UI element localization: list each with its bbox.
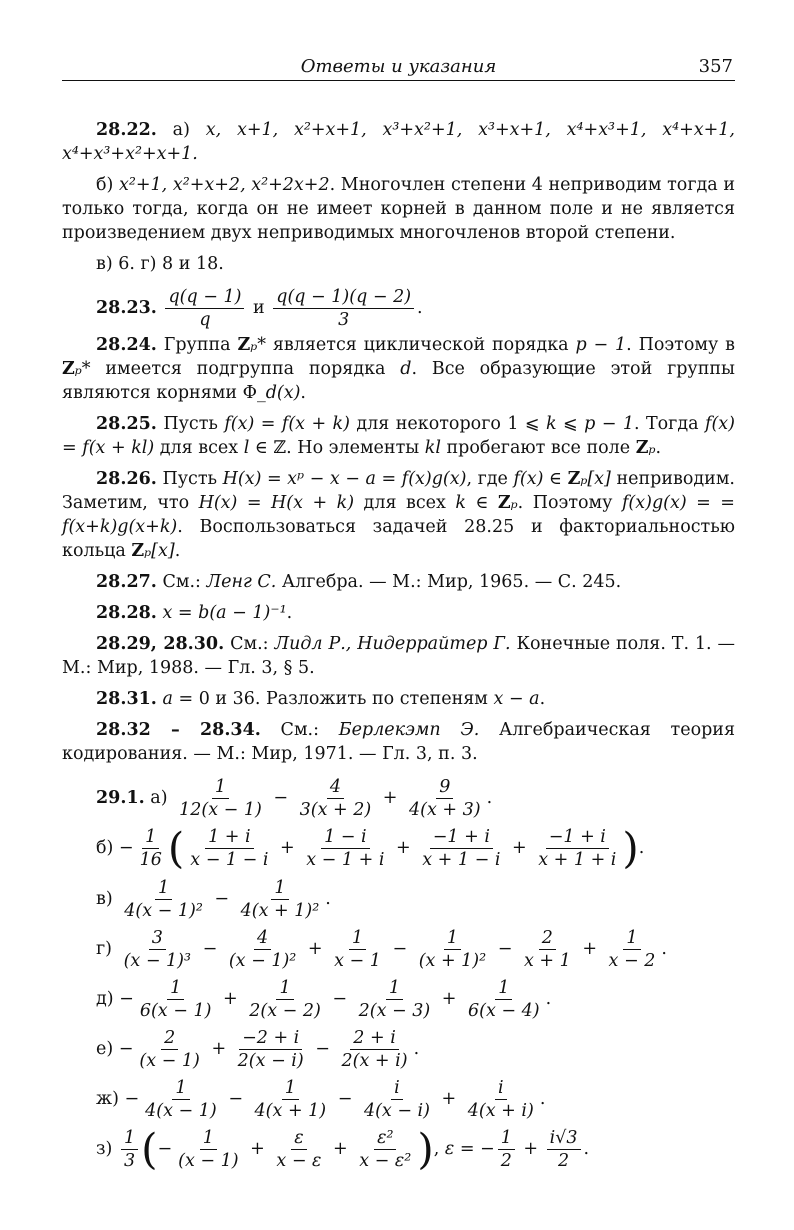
- problem-number: 28.25.: [96, 414, 157, 434]
- text: +: [435, 1088, 462, 1109]
- denominator: 4(x − i): [363, 1100, 430, 1121]
- answer-paragraph: [62, 632, 735, 680]
- fraction: [498, 1127, 515, 1172]
- denominator: 4(x − 1): [145, 1100, 217, 1121]
- text: −: [326, 988, 353, 1009]
- answer-paragraph: [62, 467, 735, 563]
- fraction: [137, 977, 215, 1022]
- big-parenthesis: ): [417, 1124, 434, 1173]
- math-expression: x, x+1, x²+x+1, x³+x²+1, x³+x+1, x⁴+x³+1, x⁴+x+1, x⁴+x³+x²+x+1.: [62, 120, 735, 164]
- numerator: 2: [161, 1027, 178, 1050]
- fraction: [416, 927, 489, 972]
- math-expression: k: [545, 414, 557, 434]
- text: +: [302, 938, 329, 959]
- text: +: [506, 838, 533, 858]
- problem-number: 29.1.: [96, 788, 145, 808]
- text: а): [156, 120, 206, 140]
- text: для некоторого 1 ⩽: [349, 414, 546, 434]
- numerator: 1: [498, 1127, 515, 1150]
- math-expression: p − 1: [575, 335, 627, 355]
- text: −: [386, 938, 413, 959]
- numerator: 2 + i: [350, 1027, 399, 1050]
- answer-paragraph: [62, 333, 735, 405]
- numerator: 1: [271, 877, 288, 900]
- answer-paragraph: [62, 773, 735, 823]
- denominator: 4(x + 3): [409, 800, 481, 820]
- numerator: 9: [436, 776, 453, 799]
- text: . Поэтому в: [626, 335, 736, 355]
- text: −: [267, 788, 294, 808]
- denominator: (x + 1)²: [418, 950, 487, 971]
- text: ⩽: [556, 414, 585, 434]
- fraction: [465, 977, 543, 1022]
- math-expression: l: [243, 438, 250, 458]
- text: ∈ ℤ. Но элементы: [249, 438, 425, 458]
- fraction: [187, 826, 271, 871]
- denominator: x + 1 + i: [538, 850, 617, 870]
- numerator: 1: [142, 826, 159, 849]
- text: См.:: [224, 634, 275, 654]
- text: +: [244, 1138, 271, 1159]
- text: . Многочлен степени 4 неприводим тогда и только тогда, когда он не имеет корней в данном поле и не является произведением двух неприводимых многочленов второй степени.: [62, 175, 735, 243]
- fraction: [252, 1077, 330, 1122]
- text: ∈: [543, 469, 568, 489]
- text: = 0 и 36. Разложить по степеням: [172, 689, 494, 709]
- text: ∈: [465, 493, 498, 513]
- header-title: Ответы и указания: [300, 56, 497, 77]
- text: имеется подгруппа порядка: [105, 359, 401, 379]
- math-expression: ₚ*: [74, 359, 106, 379]
- numerator: 1: [495, 977, 512, 1000]
- numerator: 1: [167, 977, 184, 1000]
- problem-number: 28.23.: [96, 298, 157, 318]
- text: з): [96, 1138, 118, 1159]
- numerator: 1: [349, 927, 366, 950]
- numerator: q(q − 1)(q − 2): [273, 286, 414, 309]
- math-expression: x²+1, x²+x+2, x²+2x+2: [118, 175, 330, 195]
- denominator: (x − 1)²: [228, 950, 297, 971]
- problem-number: 28.29, 28.30.: [96, 634, 225, 654]
- text: . Поэтому: [517, 493, 622, 513]
- fraction: [121, 1127, 138, 1172]
- denominator: x + 1: [523, 950, 571, 971]
- denominator: x − ε: [276, 1150, 322, 1171]
- text: .: [539, 689, 546, 709]
- math-expression: ε: [444, 1138, 455, 1159]
- fraction: [356, 1127, 414, 1172]
- math-expression: ₚ: [648, 438, 656, 458]
- answer-paragraph: [62, 412, 735, 460]
- text: +: [576, 938, 603, 959]
- problem-number: Z: [131, 541, 145, 561]
- fraction: [521, 927, 574, 972]
- text: .: [638, 838, 645, 858]
- fraction: [273, 1127, 324, 1172]
- text: Группа: [156, 335, 238, 355]
- big-parenthesis: (: [167, 823, 185, 873]
- text: +: [327, 1138, 354, 1159]
- math-expression: ₚ: [510, 493, 518, 513]
- numerator: 1: [444, 927, 461, 950]
- answer-paragraph: [62, 283, 735, 333]
- running-header: [62, 52, 735, 81]
- math-expression: _d(x): [256, 383, 301, 403]
- text: Алгебраическая теория кодирования. — М.: Мир, 1971. — Гл. 3, п. 3.: [62, 720, 736, 764]
- math-expression: ₚ[x]: [144, 541, 175, 561]
- numerator: 1: [212, 776, 229, 799]
- numerator: 1: [200, 1127, 217, 1150]
- answer-paragraph: [62, 874, 735, 924]
- page-number: 357: [698, 56, 733, 77]
- text: в): [96, 888, 119, 909]
- text: для всех: [154, 438, 244, 458]
- denominator: 3(x + 2): [299, 800, 372, 820]
- problem-number: Z: [62, 359, 75, 379]
- math-expression: ₚ*: [250, 335, 273, 355]
- numerator: 1: [386, 977, 403, 1000]
- big-parenthesis: (: [141, 1124, 158, 1173]
- denominator: q: [199, 310, 211, 330]
- text: .: [661, 938, 667, 959]
- problem-number: 28.26.: [96, 469, 157, 489]
- text: б) −: [96, 838, 134, 858]
- numerator: 3: [149, 927, 166, 950]
- denominator: (x − 1): [139, 1050, 200, 1071]
- answer-paragraph: [62, 601, 735, 625]
- text: .: [325, 888, 331, 909]
- math-expression: H(x) = H(x + k): [198, 493, 355, 513]
- text: −: [332, 1088, 358, 1109]
- page-body: [62, 118, 735, 1174]
- text: д) −: [96, 988, 134, 1009]
- text: +: [217, 988, 244, 1009]
- math-expression: f(x) = f(x + k): [224, 414, 350, 434]
- numerator: 1: [121, 1127, 138, 1150]
- denominator: 3: [123, 1150, 136, 1171]
- denominator: (x − 1)³: [123, 950, 192, 971]
- denominator: x − 1 + i: [306, 850, 385, 870]
- fraction: [175, 1127, 241, 1172]
- text: .: [413, 1038, 420, 1059]
- numerator: 1: [282, 1077, 299, 1100]
- problem-number: Z: [567, 469, 581, 489]
- fraction: [331, 927, 384, 972]
- denominator: 4(x + i): [467, 1100, 534, 1121]
- text: −: [197, 938, 223, 959]
- text: в) 6. г) 8 и 18.: [96, 254, 224, 274]
- text: Пусть: [156, 414, 225, 434]
- math-expression: x − a: [493, 689, 540, 709]
- math-expression: p − 1: [584, 414, 634, 434]
- fraction: [238, 877, 323, 922]
- denominator: 6(x − 1): [139, 1000, 212, 1021]
- text: .: [655, 438, 662, 458]
- fraction: [361, 1077, 433, 1122]
- fraction: [406, 776, 484, 821]
- text: +: [436, 988, 463, 1009]
- text: ,: [433, 1138, 445, 1159]
- denominator: 2(x − i): [237, 1050, 304, 1071]
- denominator: 3: [338, 310, 350, 330]
- text: +: [205, 1038, 232, 1059]
- text: . Воспользоваться задачей 28.25 и факториальностью кольца: [62, 517, 735, 561]
- text: а): [144, 788, 174, 808]
- fraction: [137, 826, 165, 871]
- numerator: 4: [254, 927, 271, 950]
- denominator: (x − 1): [178, 1150, 239, 1171]
- answer-paragraph: [62, 924, 735, 974]
- fraction: [176, 776, 265, 821]
- math-expression: f(x) = f(x + kl): [62, 414, 735, 458]
- numerator: 2: [539, 927, 556, 950]
- text: −: [492, 938, 518, 959]
- fraction: [226, 927, 299, 972]
- big-parenthesis: ): [622, 823, 639, 873]
- denominator: x + 1 − i: [422, 850, 501, 870]
- denominator: 16: [139, 850, 162, 870]
- denominator: 2(x − 2): [249, 1000, 321, 1021]
- problem-number: Z: [635, 438, 649, 458]
- text: −: [157, 1138, 173, 1159]
- math-expression: f(x)g(x) = = f(x+k)g(x+k): [62, 493, 735, 537]
- fraction: [535, 826, 619, 871]
- denominator: x − 1 − i: [190, 850, 269, 870]
- text: Алгебра. — М.: Мир, 1965. — С. 245.: [276, 572, 622, 592]
- text: является циклической порядка: [272, 335, 576, 355]
- numerator: q(q − 1): [165, 286, 244, 309]
- math-expression: k: [455, 493, 466, 513]
- answer-paragraph: [62, 1074, 735, 1124]
- denominator: 2(x + i): [341, 1050, 408, 1071]
- answer-paragraph: [62, 687, 735, 711]
- fraction: [121, 927, 194, 972]
- text: [157, 298, 163, 318]
- numerator: −1 + i: [546, 826, 609, 849]
- text: Конечные поля. Т. 1. — М.: Мир, 1988. — Гл. 3, § 5.: [62, 634, 736, 678]
- numerator: 1: [276, 977, 293, 1000]
- numerator: 4: [327, 776, 344, 799]
- math-expression: H(x) = xᵖ − x − a = f(x)g(x): [222, 469, 467, 489]
- text: = −: [454, 1138, 495, 1159]
- answer-paragraph: [62, 718, 735, 766]
- denominator: x − 2: [608, 950, 656, 971]
- answer-paragraph: [62, 974, 735, 1024]
- text: −: [222, 1088, 249, 1109]
- text: .: [583, 1138, 590, 1159]
- answer-paragraph: [62, 570, 735, 594]
- numerator: 1: [172, 1077, 189, 1100]
- fraction: [339, 1027, 411, 1072]
- denominator: x − ε²: [359, 1150, 412, 1171]
- text: г): [96, 938, 118, 959]
- math-expression: x = b(a − 1)⁻¹: [162, 603, 287, 623]
- fraction: [303, 826, 387, 871]
- numerator: 1: [155, 877, 172, 900]
- denominator: 2: [558, 1150, 570, 1171]
- denominator: x − 1: [334, 950, 381, 971]
- denominator: 4(x + 1): [254, 1100, 327, 1121]
- text: Пусть: [156, 469, 223, 489]
- problem-number: 28.22.: [96, 120, 157, 140]
- math-expression: Берлекэмп Э.: [338, 720, 480, 740]
- denominator: 6(x − 4): [468, 1000, 540, 1021]
- numerator: 1 + i: [205, 826, 254, 849]
- answer-paragraph: [62, 1024, 735, 1074]
- problem-number: Z: [497, 493, 511, 513]
- fraction: [142, 1077, 220, 1122]
- math-expression: Лидл Р., Нидеррайтер Г.: [274, 634, 511, 654]
- text: неприводим. Заметим, что: [62, 469, 735, 513]
- text: .: [300, 383, 306, 403]
- text: См.:: [260, 720, 339, 740]
- denominator: 12(x − 1): [179, 800, 262, 820]
- numerator: 1: [623, 927, 640, 950]
- numerator: i: [391, 1077, 403, 1100]
- problem-number: 28.24.: [96, 335, 157, 355]
- answer-paragraph: [62, 1124, 735, 1175]
- text: +: [517, 1138, 544, 1159]
- text: б): [96, 175, 119, 195]
- math-expression: kl: [424, 438, 441, 458]
- fraction: [297, 776, 375, 821]
- text: +: [274, 838, 301, 858]
- math-expression: Ленг С.: [206, 572, 277, 592]
- text: , где: [466, 469, 514, 489]
- denominator: 2(x − 3): [358, 1000, 431, 1021]
- fraction: [273, 286, 414, 331]
- text: −: [208, 888, 235, 909]
- text: .: [486, 788, 493, 808]
- denominator: 2: [500, 1150, 512, 1171]
- denominator: 4(x + 1)²: [240, 900, 320, 921]
- problem-number: 28.31.: [96, 689, 157, 709]
- text: .: [545, 988, 552, 1009]
- math-expression: a: [162, 689, 173, 709]
- answer-paragraph: [62, 118, 735, 166]
- numerator: i: [495, 1077, 507, 1100]
- problem-number: 28.32 – 28.34.: [96, 720, 261, 740]
- numerator: −1 + i: [430, 826, 493, 849]
- problem-number: Z: [237, 335, 251, 355]
- text: .: [174, 541, 181, 561]
- text: для всех: [354, 493, 456, 513]
- denominator: 4(x − 1)²: [124, 900, 203, 921]
- numerator: ε: [291, 1127, 306, 1150]
- fraction: [165, 286, 244, 331]
- text: .: [539, 1088, 546, 1109]
- text: .: [286, 603, 293, 623]
- fraction: [246, 977, 324, 1022]
- fraction: [419, 826, 503, 871]
- fraction: [547, 1127, 581, 1172]
- answer-paragraph: [62, 173, 735, 245]
- text: ж) −: [96, 1088, 140, 1109]
- text: е) −: [96, 1038, 134, 1059]
- fraction: [235, 1027, 307, 1072]
- answer-paragraph: [62, 252, 735, 276]
- problem-number: 28.28.: [96, 603, 157, 623]
- text: . Тогда: [633, 414, 705, 434]
- text: пробегают все поле: [440, 438, 636, 458]
- text: −: [309, 1038, 336, 1059]
- numerator: ε²: [374, 1127, 396, 1150]
- fraction: [121, 877, 206, 922]
- math-expression: d: [400, 359, 412, 379]
- answer-paragraph: [62, 823, 735, 874]
- fraction: [136, 1027, 202, 1072]
- fraction: [606, 927, 659, 972]
- math-expression: ₚ[x]: [580, 469, 611, 489]
- numerator: i√3: [547, 1127, 581, 1150]
- math-expression: f(x): [513, 469, 544, 489]
- text: .: [417, 298, 423, 318]
- numerator: −2 + i: [239, 1027, 302, 1050]
- problem-number: 28.27.: [96, 572, 157, 592]
- text: +: [377, 788, 404, 808]
- text: См.:: [156, 572, 207, 592]
- text: . Все образующие этой группы являются корнями Φ: [62, 359, 735, 403]
- text: +: [390, 838, 417, 858]
- fraction: [356, 977, 434, 1022]
- numerator: 1 − i: [321, 826, 370, 849]
- text: и: [247, 298, 271, 318]
- fraction: [465, 1077, 537, 1122]
